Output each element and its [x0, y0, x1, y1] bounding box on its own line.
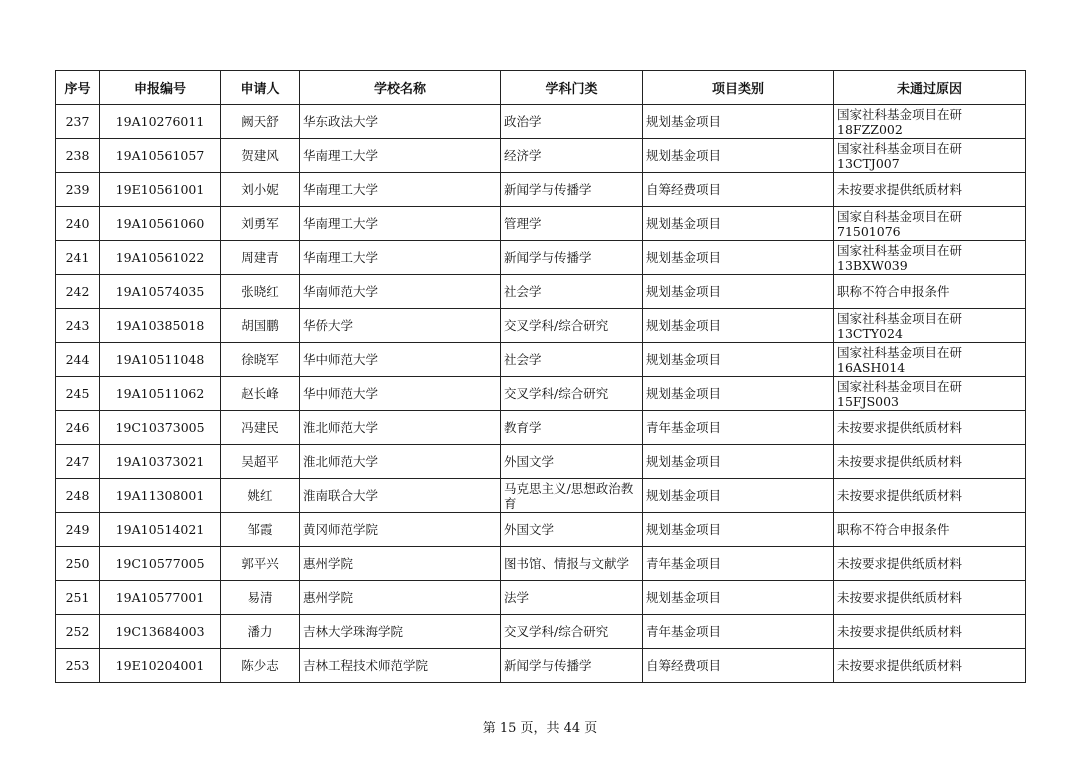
- cell-school: 华东政法大学: [300, 105, 501, 139]
- table-row: [56, 173, 1026, 207]
- cell-reason: 职称不符合申报条件: [834, 513, 1026, 547]
- cell-code: 19A10373021: [100, 445, 221, 479]
- cell-school: 淮北师范大学: [300, 411, 501, 445]
- cell-code: 19A10577001: [100, 581, 221, 615]
- cell-no: 240: [56, 207, 100, 241]
- cell-category: 自筹经费项目: [643, 173, 834, 207]
- cell-reason: 国家社科基金项目在研 13CTJ007: [834, 139, 1026, 173]
- cell-reason: 国家自科基金项目在研 71501076: [834, 207, 1026, 241]
- cell-no: 249: [56, 513, 100, 547]
- cell-code: 19A10561057: [100, 139, 221, 173]
- cell-code: 19C10577005: [100, 547, 221, 581]
- cell-applicant: 赵长峰: [221, 377, 300, 411]
- cell-category: 规划基金项目: [643, 309, 834, 343]
- cell-category: 规划基金项目: [643, 513, 834, 547]
- cell-applicant: 冯建民: [221, 411, 300, 445]
- header-code: 申报编号: [100, 71, 221, 105]
- cell-applicant: 刘小妮: [221, 173, 300, 207]
- cell-subject: 社会学: [501, 343, 643, 377]
- cell-subject: 交叉学科/综合研究: [501, 615, 643, 649]
- cell-no: 247: [56, 445, 100, 479]
- cell-applicant: 刘勇军: [221, 207, 300, 241]
- cell-category: 规划基金项目: [643, 275, 834, 309]
- cell-reason: 职称不符合申报条件: [834, 275, 1026, 309]
- cell-school: 黄冈师范学院: [300, 513, 501, 547]
- cell-no: 253: [56, 649, 100, 683]
- table-row: [56, 241, 1026, 275]
- cell-school: 惠州学院: [300, 581, 501, 615]
- cell-applicant: 姚红: [221, 479, 300, 513]
- header-no: 序号: [56, 71, 100, 105]
- cell-reason: 未按要求提供纸质材料: [834, 581, 1026, 615]
- cell-applicant: 邹霞: [221, 513, 300, 547]
- table-body: [56, 105, 1026, 683]
- header-subject: 学科门类: [501, 71, 643, 105]
- cell-no: 246: [56, 411, 100, 445]
- cell-subject: 教育学: [501, 411, 643, 445]
- cell-subject: 交叉学科/综合研究: [501, 377, 643, 411]
- cell-school: 淮北师范大学: [300, 445, 501, 479]
- cell-category: 青年基金项目: [643, 615, 834, 649]
- cell-subject: 社会学: [501, 275, 643, 309]
- table-row: [56, 207, 1026, 241]
- cell-no: 244: [56, 343, 100, 377]
- table-row: [56, 479, 1026, 513]
- cell-code: 19C10373005: [100, 411, 221, 445]
- cell-code: 19A10276011: [100, 105, 221, 139]
- cell-reason: 未按要求提供纸质材料: [834, 649, 1026, 683]
- cell-school: 淮南联合大学: [300, 479, 501, 513]
- cell-code: 19A10561060: [100, 207, 221, 241]
- cell-code: 19A11308001: [100, 479, 221, 513]
- table-row: [56, 445, 1026, 479]
- cell-school: 华南理工大学: [300, 173, 501, 207]
- table-row: [56, 581, 1026, 615]
- cell-reason: 国家社科基金项目在研 13BXW039: [834, 241, 1026, 275]
- cell-no: 242: [56, 275, 100, 309]
- cell-reason: 国家社科基金项目在研 16ASH014: [834, 343, 1026, 377]
- cell-no: 250: [56, 547, 100, 581]
- cell-no: 239: [56, 173, 100, 207]
- cell-applicant: 徐晓军: [221, 343, 300, 377]
- cell-reason: 国家社科基金项目在研 18FZZ002: [834, 105, 1026, 139]
- table-row: [56, 547, 1026, 581]
- table-row: [56, 309, 1026, 343]
- cell-subject: 新闻学与传播学: [501, 173, 643, 207]
- cell-reason: 未按要求提供纸质材料: [834, 411, 1026, 445]
- cell-subject: 外国文学: [501, 513, 643, 547]
- cell-school: 吉林工程技术师范学院: [300, 649, 501, 683]
- table-row: [56, 615, 1026, 649]
- cell-school: 华南理工大学: [300, 241, 501, 275]
- cell-applicant: 潘力: [221, 615, 300, 649]
- cell-code: 19A10561022: [100, 241, 221, 275]
- cell-no: 252: [56, 615, 100, 649]
- cell-code: 19A10385018: [100, 309, 221, 343]
- cell-school: 吉林大学珠海学院: [300, 615, 501, 649]
- cell-no: 248: [56, 479, 100, 513]
- cell-school: 华侨大学: [300, 309, 501, 343]
- cell-reason: 未按要求提供纸质材料: [834, 615, 1026, 649]
- cell-subject: 经济学: [501, 139, 643, 173]
- table-row: [56, 139, 1026, 173]
- cell-subject: 外国文学: [501, 445, 643, 479]
- table-row: [56, 649, 1026, 683]
- cell-no: 238: [56, 139, 100, 173]
- results-table: [55, 70, 1026, 683]
- cell-subject: 新闻学与传播学: [501, 649, 643, 683]
- page-footer: 第 15 页，共 44 页: [482, 721, 598, 736]
- cell-applicant: 阙天舒: [221, 105, 300, 139]
- cell-no: 241: [56, 241, 100, 275]
- cell-code: 19C13684003: [100, 615, 221, 649]
- cell-applicant: 吴超平: [221, 445, 300, 479]
- cell-category: 规划基金项目: [643, 479, 834, 513]
- cell-subject: 政治学: [501, 105, 643, 139]
- cell-category: 规划基金项目: [643, 105, 834, 139]
- cell-reason: 国家社科基金项目在研 15FJS003: [834, 377, 1026, 411]
- cell-code: 19E10561001: [100, 173, 221, 207]
- cell-subject: 新闻学与传播学: [501, 241, 643, 275]
- cell-subject: 法学: [501, 581, 643, 615]
- cell-applicant: 胡国鹏: [221, 309, 300, 343]
- table-row: [56, 377, 1026, 411]
- cell-category: 规划基金项目: [643, 377, 834, 411]
- table-row: [56, 411, 1026, 445]
- cell-school: 华中师范大学: [300, 343, 501, 377]
- cell-category: 规划基金项目: [643, 139, 834, 173]
- table-row: [56, 513, 1026, 547]
- cell-reason: 未按要求提供纸质材料: [834, 445, 1026, 479]
- cell-code: 19A10574035: [100, 275, 221, 309]
- cell-reason: 未按要求提供纸质材料: [834, 547, 1026, 581]
- cell-code: 19E10204001: [100, 649, 221, 683]
- cell-no: 245: [56, 377, 100, 411]
- table-row: [56, 275, 1026, 309]
- header-row: [56, 71, 1026, 105]
- cell-code: 19A10514021: [100, 513, 221, 547]
- cell-category: 规划基金项目: [643, 241, 834, 275]
- cell-subject: 交叉学科/综合研究: [501, 309, 643, 343]
- header-school: 学校名称: [300, 71, 501, 105]
- cell-no: 243: [56, 309, 100, 343]
- cell-reason: 未按要求提供纸质材料: [834, 173, 1026, 207]
- cell-school: 华南理工大学: [300, 207, 501, 241]
- cell-subject: 管理学: [501, 207, 643, 241]
- cell-category: 规划基金项目: [643, 343, 834, 377]
- cell-applicant: 张晓红: [221, 275, 300, 309]
- cell-reason: 未按要求提供纸质材料: [834, 479, 1026, 513]
- cell-code: 19A10511062: [100, 377, 221, 411]
- cell-school: 华南理工大学: [300, 139, 501, 173]
- cell-reason: 国家社科基金项目在研 13CTY024: [834, 309, 1026, 343]
- cell-applicant: 易清: [221, 581, 300, 615]
- table-row: [56, 105, 1026, 139]
- cell-category: 自筹经费项目: [643, 649, 834, 683]
- cell-applicant: 贺建风: [221, 139, 300, 173]
- cell-applicant: 陈少志: [221, 649, 300, 683]
- cell-category: 规划基金项目: [643, 581, 834, 615]
- cell-category: 青年基金项目: [643, 547, 834, 581]
- cell-no: 251: [56, 581, 100, 615]
- cell-no: 237: [56, 105, 100, 139]
- cell-applicant: 郭平兴: [221, 547, 300, 581]
- cell-school: 华南师范大学: [300, 275, 501, 309]
- cell-category: 规划基金项目: [643, 445, 834, 479]
- cell-category: 青年基金项目: [643, 411, 834, 445]
- header-category: 项目类别: [643, 71, 834, 105]
- cell-category: 规划基金项目: [643, 207, 834, 241]
- cell-school: 惠州学院: [300, 547, 501, 581]
- cell-school: 华中师范大学: [300, 377, 501, 411]
- header-reason: 未通过原因: [834, 71, 1026, 105]
- cell-code: 19A10511048: [100, 343, 221, 377]
- cell-subject: 图书馆、情报与文献学: [501, 547, 643, 581]
- header-applicant: 申请人: [221, 71, 300, 105]
- cell-subject: 马克思主义/思想政治教育: [501, 479, 643, 513]
- table-row: [56, 343, 1026, 377]
- cell-applicant: 周建青: [221, 241, 300, 275]
